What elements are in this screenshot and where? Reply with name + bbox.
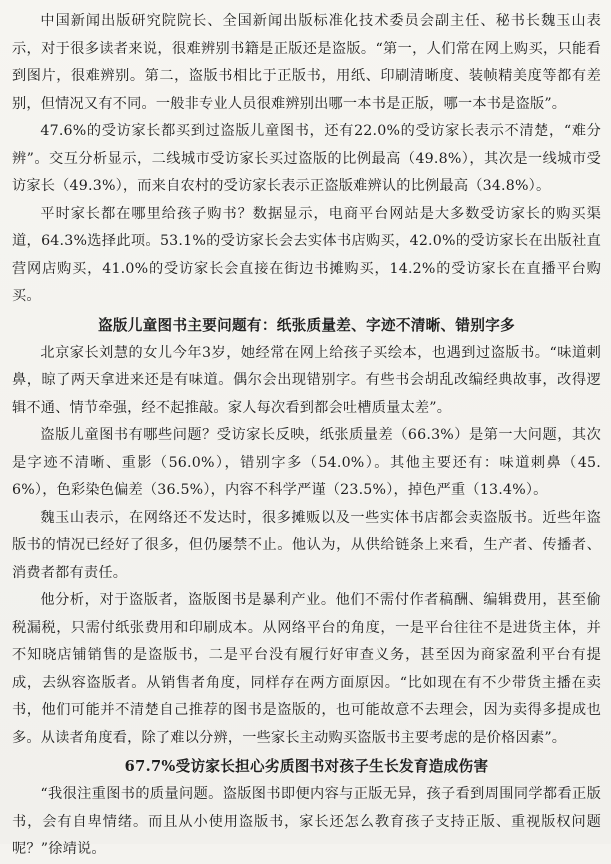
paragraph-problem-statistics: 盗版儿童图书有哪些问题？受访家长反映，纸张质量差（66.3%）是第一大问题，其次是字迹不清晰、重影（56.0%），错别字多（54.0%）。其他主要还有：味道刺鼻（45.6%），色彩染色偏差（36.5%），内容不科学严谨（23.5%），掉色严重（13.4%）。 [12,427,601,498]
section-heading-health-concern: 67.7%受访家长担心劣质图书对孩子生长发育造成伤害 [124,758,489,775]
paragraph-pirated-purchase-rate: 47.6%的受访家长都买到过盗版儿童图书，还有22.0%的受访家长表示不清楚，“难分辨”。交互分析显示，二线城市受访家长买过盗版的比例最高（49.8%），其次是一线城市受访家长（49.3%），而来自农村的受访家长表示正盗版难辨认的比例最高（34.8%）。 [12,123,601,194]
paragraph-parent-liu-hui: 北京家长刘慧的女儿今年3岁，她经常在网上给孩子买绘本，也遇到过盗版书。“味道刺鼻，晾了两天拿进来还是有味道。偶尔会出现错别字。有些书会胡乱改编经典故事，改得逻辑不通、情节牵强，经不起推敲。家人每次看到都会吐槽质量太差”。 [12,344,601,416]
paragraph-responsibility: 魏玉山表示，在网络还不发达时，很多摊贩以及一些实体书店都会卖盗版书。近些年盗版书的情况已经好了很多，但仍屡禁不止。他认为，从供给链条上来看，生产者、传播者、消费者都有责任。 [12,509,601,581]
paragraph-wei-yushan-intro: 中国新闻出版研究院院长、全国新闻出版标准化技术委员会副主任、秘书长魏玉山表示，对于很多读者来说，很难辨别书籍是正版还是盗版。“第一，人们常在网上购买，只能看到图片，很难辨别。第二，盗版书相比于正版书，用纸、印刷清晰度、装帧精美度等都有差别，但情况又有不同。一般非专业人员很难辨别出哪一本书是正版，哪一本书是盗版”。 [12,13,601,112]
paragraph-purchase-channels: 平时家长都在哪里给孩子购书？数据显示，电商平台网站是大多数受访家长的购买渠道，64.3%选择此项。53.1%的受访家长会去实体书店购买，42.0%的受访家长在出版社直营网店购买，41.0%的受访家长会直接在街边书摊购买，14.2%的受访家长在直播平台购买。 [12,205,601,304]
paragraph-analysis: 他分析，对于盗版者，盗版图书是暴利产业。他们不需付作者稿酬、编辑费用，甚至偷税漏税，只需付纸张费用和印刷成本。从网络平台的角度，一是平台往往不是进货主体，并不知晓店铺销售的是盗版书，二是平台没有履行好审查义务，甚至因为商家盈利平台有提成，去纵容盗版者。从销售者角度，同样存在两方面原因。“比如现在有不少带货主播在卖书，他们可能并不清楚自己推荐的图书是盗版的，也可能故意不去理会，因为卖得多提成也多。从读者角度看，除了难以分辨，一些家长主动购买盗版书主要考虑的是价格因素”。 [12,592,601,746]
paragraph-xu-jing-quote: “我很注重图书的质量问题。盗版图书即便内容与正版无异，孩子看到周围同学都看正版书，会有自卑情绪。而且从小使用盗版书，家长还怎么教育孩子支持正版、重视版权问题呢？”徐靖说。 [12,786,601,857]
section-heading-main-problems: 盗版儿童图书主要问题有：纸张质量差、字迹不清晰、错别字多 [97,316,516,334]
